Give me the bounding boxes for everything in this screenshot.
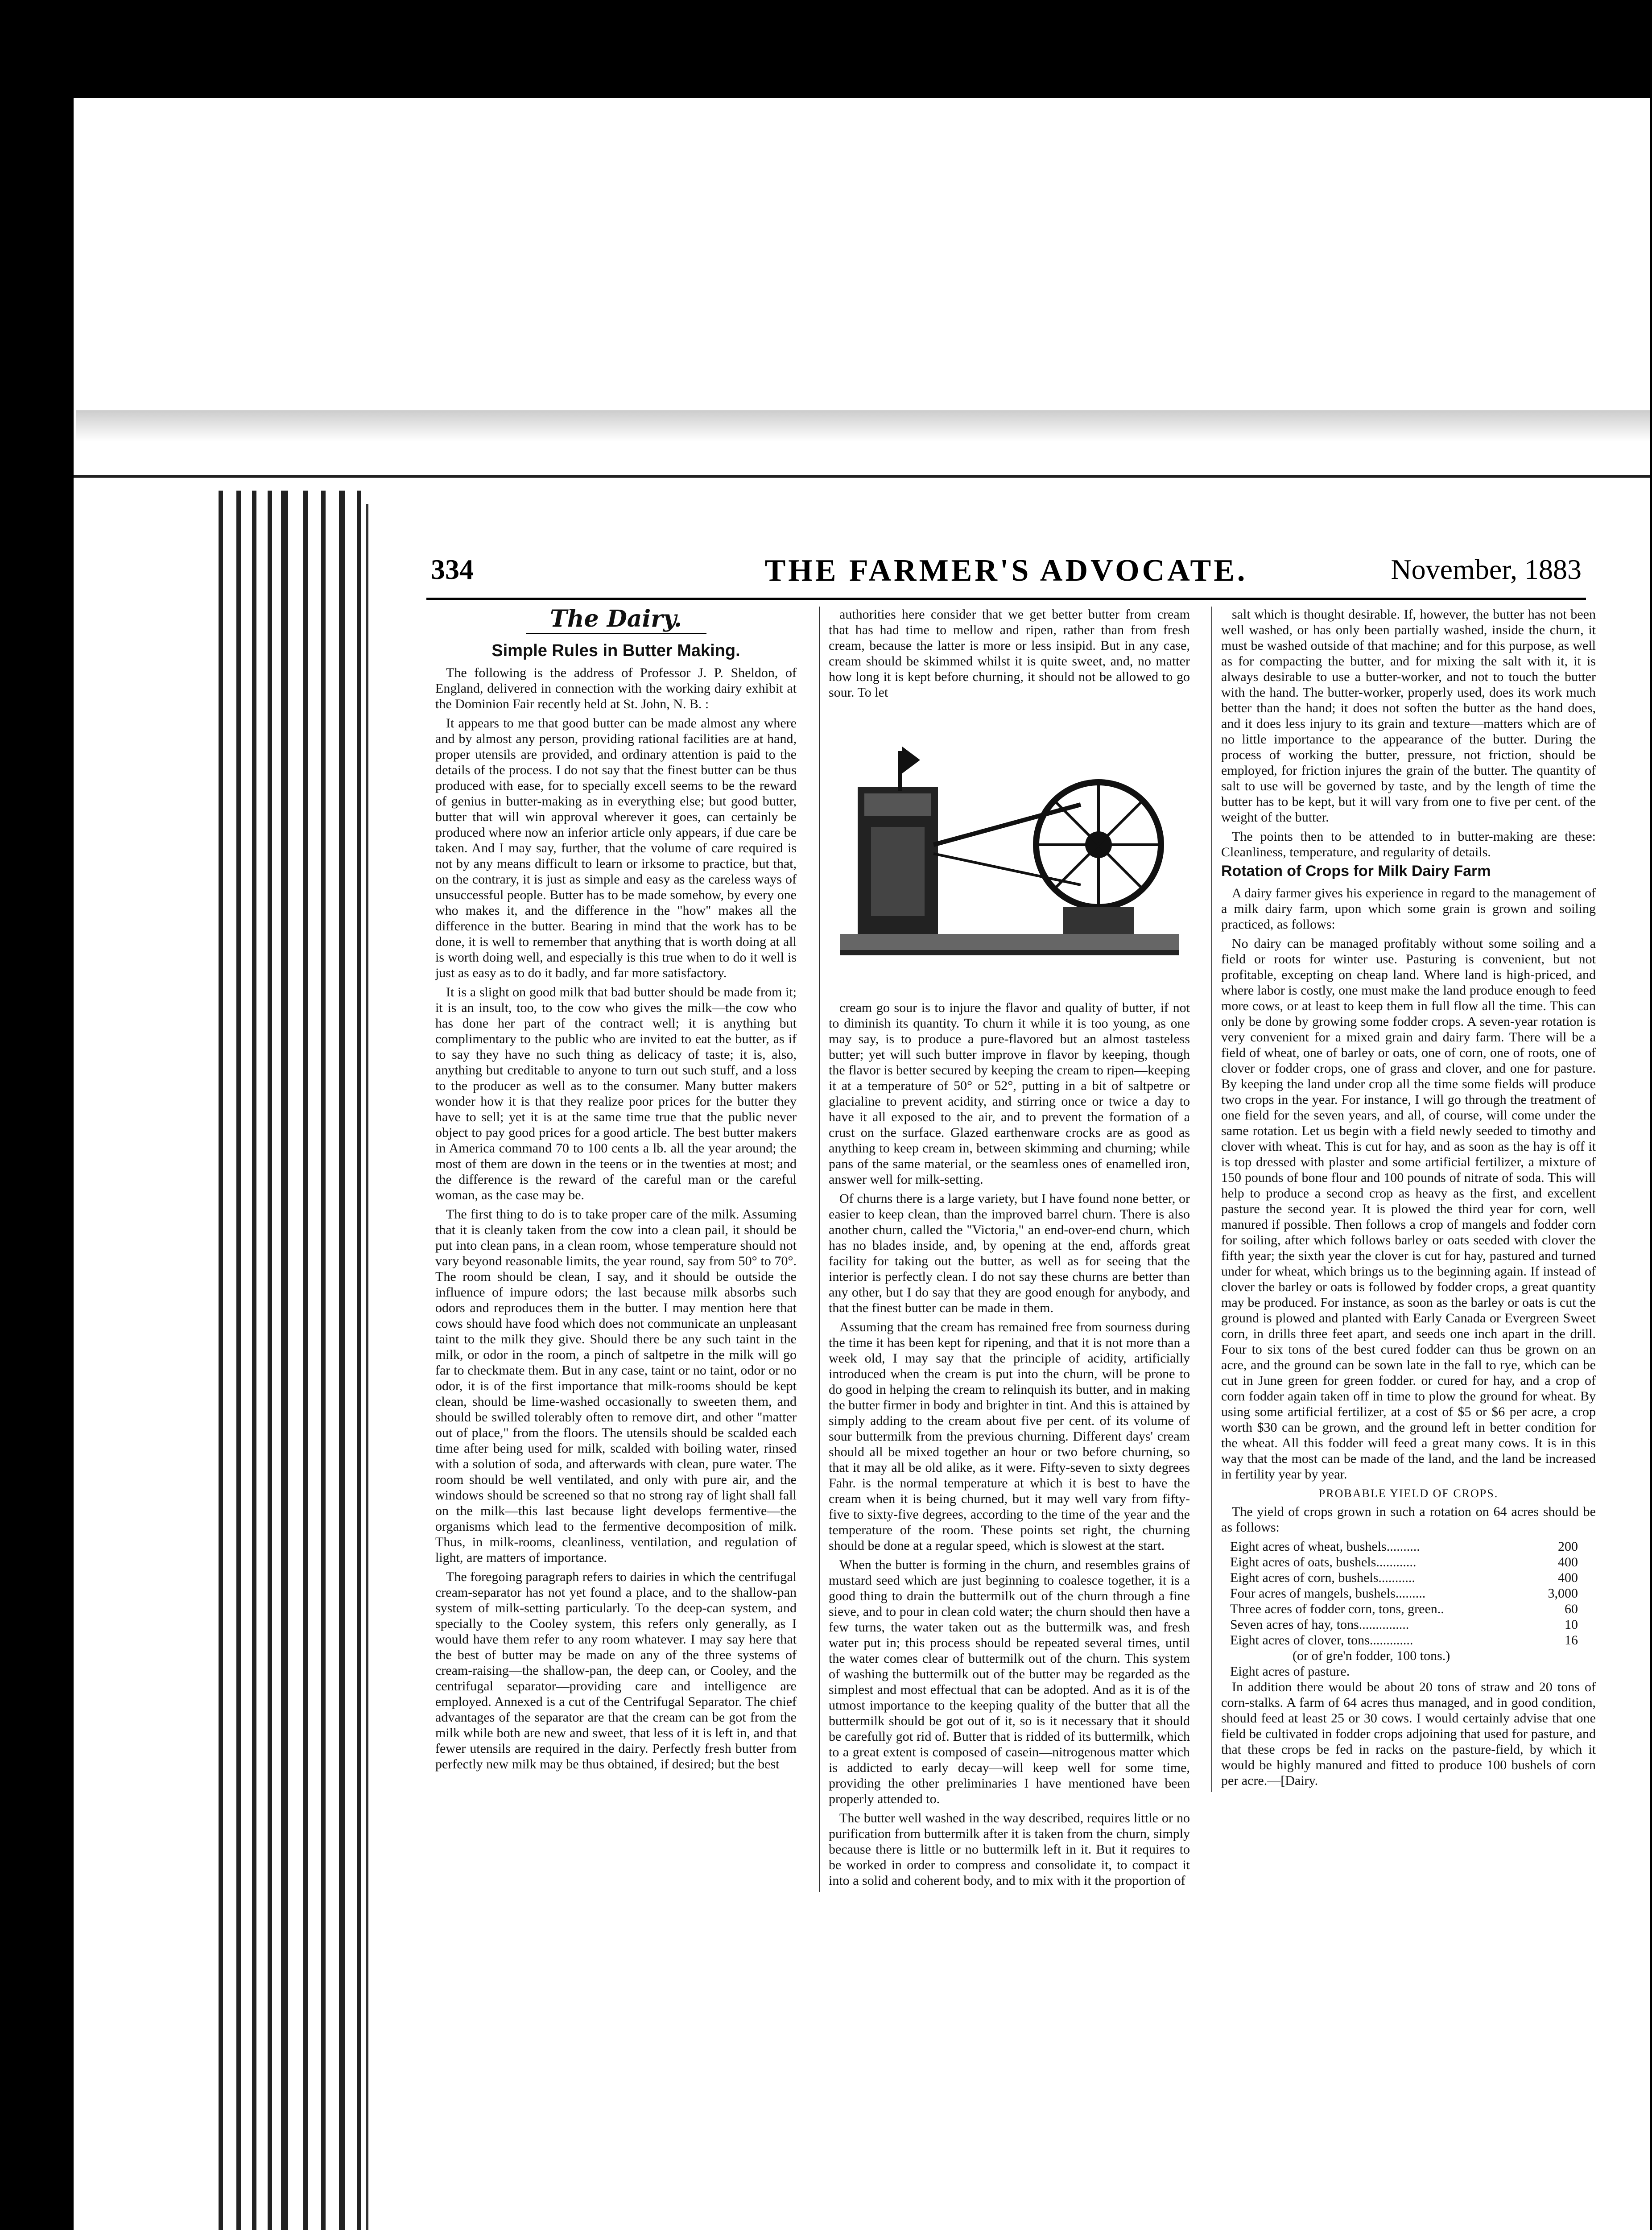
paragraph: It appears to me that good butter can be made almost any where and by almost any person, providing rational facilities are at hand, proper utensils are provided, and ordinary attention is paid to the details of the process. I do not say that the finest butter can be thus produced with ease, for to specially excell seems to be the reward of genius in butter-making as in everything else; but good butter, butter that will win approval wherever it goes, can certainly be produced where now an inferior article only appears, if due care be taken. And I may say, further, that the volume of care required is not by any means difficult to learn or irksome to practice, but that, on the contrary, it is just as simple and easy as the careless ways of unsuccessful people. Butter has to be made somehow, by every one who makes it, and the difference in the "how" makes all the difference in the butter. Bearing in mind that the work has to be done, it is well to remember that anything that is worth doing at all is worth doing well, and especially is this true when to do it well is just as easy as to do it badly, and far more satisfactory. — [435, 716, 797, 980]
paragraph: cream go sour is to injure the flavor and quality of butter, if not to diminish its quantity. To churn it while it is too young, as one may say, is to produce a pure-flavored but an almost tasteless butter; yet will such butter improve in flavor by keeping, though the flavor is better secured by keeping the cream to ripen—keeping it at a temperature of 50° or 52°, putting in a bit of saltpetre or glacialine to prevent acidity, and stirring once or twice a day to have it all exposed to the air, and to prevent the formation of a crust on the surface. Glazed earthenware crocks are as good as anything to keep cream in, between skimming and churning; while pans of the same material, or the seamless ones of enamelled iron, answer well for milk-setting. — [829, 1000, 1190, 1187]
closing-paragraph: In addition there would be about 20 tons of straw and 20 tons of corn-stalks. A farm of 64 acres thus managed, and in good condition, should feed at least 25 or 30 cows. I would certainly advise that one field be cultivated in fodder crops adjoining that used for pasture, and that these crops be fed in racks on the pasture-field, by which it would be highly manured and fitted to produce 100 bushels of corn per acre.—[Dairy. — [1221, 1680, 1596, 1788]
yield-row: Three acres of fodder corn, tons, green.. 60 — [1230, 1602, 1578, 1616]
column-2 — [819, 607, 1190, 1892]
yield-row: Eight acres of oats, bushels............ 400 — [1230, 1555, 1578, 1569]
yield-title: PROBABLE YIELD OF CROPS. — [1318, 1487, 1499, 1500]
paragraph: The points then to be attended to in butter-making are these: Cleanliness, temperature, and regularity of details. — [1221, 829, 1596, 859]
yield-row: Four acres of mangels, bushels......... 3,000 — [1230, 1586, 1578, 1601]
scan-shadow — [76, 410, 1650, 442]
column-1 — [435, 607, 797, 1776]
paragraph: salt which is thought desirable. If, however, the butter has not been well washed, or has only been partially washed, inside the churn, it must be washed outside of that machine; and for this purpose, as well as for compacting the butter, and for mixing the salt with it, it is always desirable to use a butter-worker, and not to touch the butter with the hand. The butter-worker, properly used, does its work much better than the hand; it does not soften the butter as the hand does, and it does less injury to its grain and texture—matters which are of no little importance to the appearance of the butter. During the process of working the butter, pressure, not friction, should be employed, for friction injures the grain of the butter. The quantity of salt to use will be governed by taste, and by the length of time the butter has to be kept, but it will vary from one to five per cent. of the weight of the butter. — [1221, 607, 1596, 825]
paragraph: Assuming that the cream has remained free from sourness during the time it has been kept for ripening, and that it is not more than a week old, I may say that the principle of acidity, artificially introduced when the cream is put into the churn, will be prone to do good in helping the cream to relinquish its butter, and in making the butter firmer in body and brighter in tint. And this is attained by simply adding to the cream about five per cent. of its volume of sour buttermilk from the previous churning. Different days' cream should all be mixed together an hour or two before churning, so that it may all be old alike, as it were. Fifty-seven to sixty degrees Fahr. is the normal temperature at which it is best to have the cream when it is being churned, but it may well vary from fifty-five to sixty-five degrees, according to the time of the year and the temperature of the room. These points set right, the churning should be done at a regular speed, which is slowest at the start. — [829, 1320, 1190, 1553]
yield-table — [1221, 1539, 1596, 1679]
paragraph: A dairy farmer gives his experience in regard to the management of a milk dairy farm, upon which some grain is grown and soiling practiced, as follows: — [1221, 886, 1596, 932]
page-number: 334 — [431, 553, 474, 585]
paragraph: It is a slight on good milk that bad butter should be made from it; it is an insult, too, to the cow who gives the milk—the cow who has done her part of the contract well; it is anything but complimentary to the public who are invited to eat the butter, as if to say they have no such thing as delicacy of taste; it is, also, anything but creditable to anyone to turn out such stuff, and a loss to the producer as well as to the consumer. Many butter makers wonder how it is that they realize poor prices for the butter they have to sell; yet it is at the same time true that the public never object to pay good prices for a good article. The best butter makers in America command 70 to 100 cents a lb. all the year around; the most of them are down in the teens or in the twenties at most; and the difference is the reward of the careful man or the careful woman, as the case may be. — [435, 985, 797, 1202]
paragraph: The first thing to do is to take proper care of the milk. Assuming that it is cleanly taken from the cow into a clean pail, it should be put into clean pans, in a clean room, whose temperature should not vary beyond reasonable limits, the year round, say from 50° to 70°. The room should be clean, I say, and it should be outside the influence of impure odors; the last because milk absorbs such odors and reproduces them in the butter. I may mention here that cows should have food which does not communicate an unpleasant taint to the milk they give. Should there be any such taint in the milk, or odor in the room, a pinch of saltpetre in the milk will go far to checkmate them. But in any case, taint or no taint, odor or no odor, it is of the first importance that milk-rooms should be kept clean, should be lime-washed occasionally to sweeten them, and should be swilled tolerably often to remove dirt, and other "matter out of place," from the floors. The utensils should be scalded each time after being used for milk, scalded with boiling water, rinsed with a solution of soda, and afterwards with clean, pure water. The room should be well ventilated, and only with pure air, and the windows should be screened so that no strong ray of light shall fall on the milk—this last because light develops fermentive—the organisms which lead to the fermentive decomposition of milk. Thus, in milk-rooms, cleanliness, ventilation, and regulation of light, are matters of importance. — [435, 1207, 797, 1565]
paragraph: No dairy can be managed profitably without some soiling and a field or roots for winter use. Pasturing is convenient, but not profitable, excepting on cheap land. Where land is high-priced, and where labor is costly, one must make the land produce enough to feed more cows, or at least to keep them in full flow all the time. This can only be done by growing some fodder crops. A seven-year rotation is very convenient for a mixed grain and dairy farm. There will be a field of wheat, one of barley or oats, one of corn, one of roots, one of clover or fodder crops, one of grass and clover, and one for pasture. By keeping the land under crop all the time some fields will produce two crops in the year. For instance, I will go through the treatment of one field for the seven years, and all, of course, will come under the same rotation. Let us begin with a field newly seeded to timothy and clover with wheat. This is cut for hay, and as soon as the hay is off it is top dressed with plaster and some artificial fertilizer, a mixture of 150 pounds of bone flour and 100 pounds of nitrate of soda. This will help to produce a second crop as heavy as the first, and excellent pasture the second year. It is plowed the third year for corn, well manured if possible. Then follows a crop of mangels and fodder corn for soiling, after which follows barley or oats seeded with clover the fifth year; the sixth year the clover is cut for hay, pastured and turned under for wheat, which brings us to the beginning again. If instead of clover the barley or oats is followed by fodder crops, a great quantity may be produced. For instance, as soon as the barley or oats is cut the ground is plowed and planted with Early Canada or Evergreen Sweet corn, in drills three feet apart, and seeds one inch apart in the drill. Four to six tons of the best cured fodder can thus be grown on an acre, and the ground can be sown late in the fall to rye, which can be cut in June green for green fodder. or cured for hay, and a crop of corn fodder again taken off in time to plow the ground for wheat. By using some artificial fertilizer, at a cost of $5 or $6 per acre, a crop worth $30 can be grown, and the ground left in better condition for the wheat. All this fodder will feed a great many cows. It is in this way that the most can be made of the land, and the land be increased in fertility year by year. — [1221, 936, 1596, 1482]
paragraph: The foregoing paragraph refers to dairies in which the centrifugal cream-separator has not yet found a place, and to the shallow-pan system of milk-setting particularly. To the deep-can system, and specially to the Cooley system, this refers only generally, as I would have them refer to any room whatever. I may say here that the best of butter may be made on any of the three systems of cream-raising—the shallow-pan, the deep can, or Cooley, and the centrifugal separator—providing care and intelligence are employed. Annexed is a cut of the Centrifugal Separator. The chief advantages of the separator are that the cream can be got from the milk while both are new and sweet, that less of it is left in, and that fewer utensils are required in the dairy. Perfectly fresh butter from perfectly new milk may be thus obtained, if desired; but the best — [435, 1569, 797, 1772]
centrifugal-separator-engraving — [829, 711, 1190, 987]
yield-row: Eight acres of clover, tons............. 16 — [1230, 1633, 1578, 1648]
section-rule — [526, 633, 706, 634]
column-3 — [1211, 607, 1596, 1792]
article-intro: The following is the address of Professor J. P. Sheldon, of England, delivered in connection with the working dairy exhibit at the Dominion Fair recently held at St. John, N. B. : — [435, 665, 797, 711]
yield-row: Eight acres of wheat, bushels.......... 200 — [1230, 1539, 1578, 1554]
scan-rule — [74, 475, 1650, 478]
article-title-rotation: Rotation of Crops for Milk Dairy Farm — [1221, 863, 1491, 880]
paragraph: The butter well washed in the way described, requires little or no purification from buttermilk after it is taken from the churn, simply because there is little or no buttermilk left in it. But it requires to be worked in order to compress and consolidate it, to compact it into a solid and coherent body, and to mix with it the proportion of — [829, 1811, 1190, 1888]
yield-row: Eight acres of pasture. — [1230, 1664, 1350, 1679]
issue-date: November, 1883 — [1391, 553, 1582, 585]
yield-intro: The yield of crops grown in such a rotation on 64 acres should be as follows: — [1221, 1504, 1596, 1535]
masthead: THE FARMER'S ADVOCATE. — [764, 553, 1248, 588]
yield-row: Eight acres of corn, bushels........... 400 — [1230, 1570, 1578, 1585]
yield-row: (or of gre'n fodder, 100 tons.) — [1293, 1648, 1450, 1663]
paragraph: Of churns there is a large variety, but I have found none better, or easier to keep clean, than the improved barrel churn. There is also another churn, called the "Victoria," an end-over-end churn, which has no blades inside, and, by opening at the end, affords great facility for taking out the butter, as well as for seeing that the interior is perfectly clean. I do not say these churns are better than any other, but I do say that they are good enough for anybody, and that the finest butter can be made in them. — [829, 1191, 1190, 1315]
section-title: The Dairy. — [550, 605, 682, 632]
header-rule — [426, 598, 1586, 600]
yield-row: Seven acres of hay, tons............... 10 — [1230, 1617, 1578, 1632]
paragraph: When the butter is forming in the churn, and resembles grains of mustard seed which are just beginning to coalesce together, it is a good thing to drain the buttermilk out of the churn through a fine sieve, and to pour in clean cold water; the churn should then have a few turns, the water taken out as the buttermilk was, and fresh water put in; this process should be repeated several times, until the water comes clear of buttermilk out of the churn. This system of washing the buttermilk out of the butter may be regarded as the simplest and most effectual that can be adopted. And as it is of the utmost importance to the keeping quality of the butter that all the buttermilk should be got out of it, so is it necessary that it should be carefully got rid of. Butter that is ridded of its buttermilk, which to a great extent is composed of casein—nitrogenous matter which is addicted to early decay—will keep well for some time, providing the other preliminaries I have mentioned have been properly attended to. — [829, 1557, 1190, 1806]
paragraph: authorities here consider that we get better butter from cream that has had time to mellow and ripen, rather than from fresh cream, because the latter is more or less insipid. But in any case, cream should be skimmed whilst it is quite sweet, and, no matter how long it is kept before churning, it should not be allowed to go sour. To let — [829, 607, 1190, 700]
article-title-butter: Simple Rules in Butter Making. — [491, 641, 740, 660]
newspaper-page — [366, 504, 1595, 2230]
